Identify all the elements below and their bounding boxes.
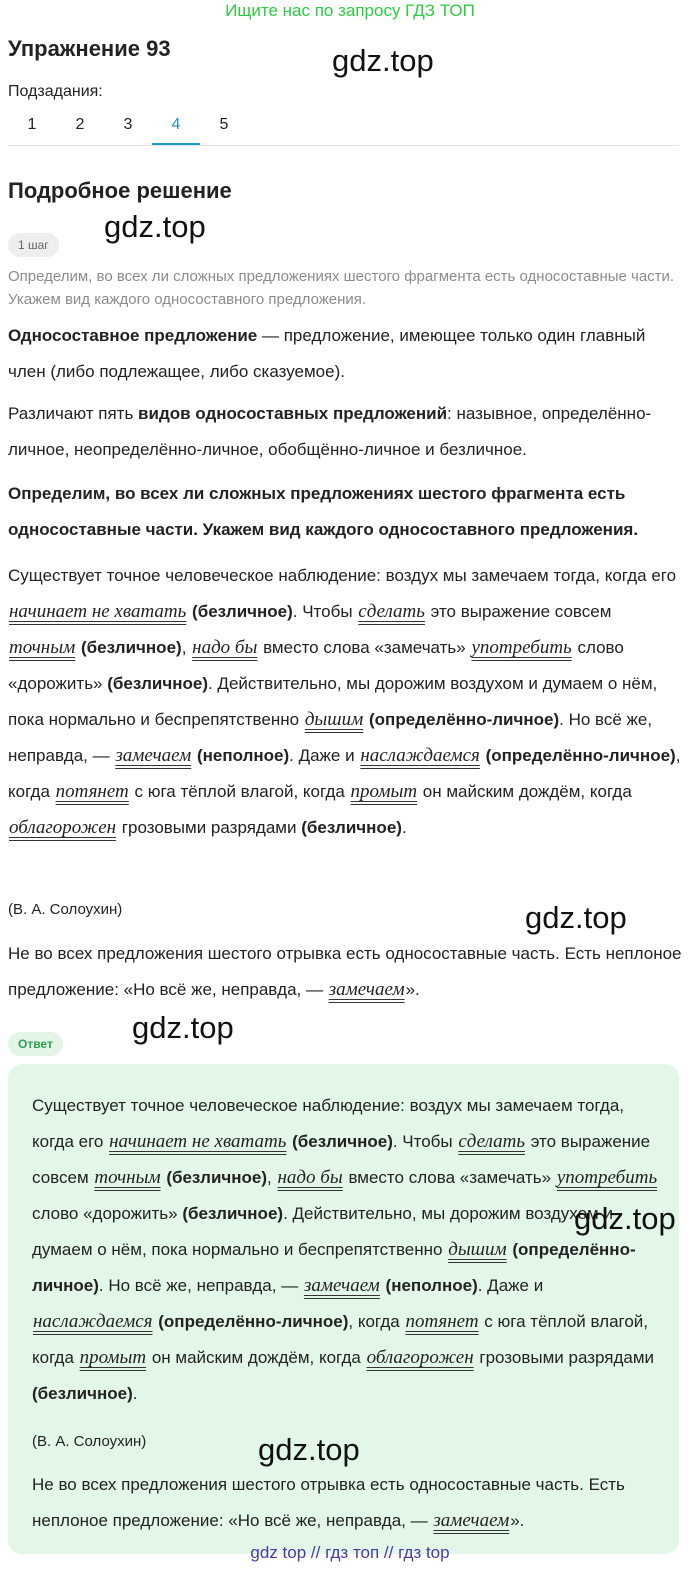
text-fragment: ». xyxy=(405,980,420,999)
step-hint: Определим, во всех ли сложных предложениях шестого фрагмента есть односоставные части. Укажем вид каждого односоставного предложения. xyxy=(8,268,675,308)
predicate-word: начинает не хватать xyxy=(9,601,187,622)
predicate-word: надо бы xyxy=(277,1167,343,1188)
predicate-word: замечаем xyxy=(303,1275,380,1296)
text-fragment: он майским дождём, когда xyxy=(418,782,632,801)
text-fragment: , когда xyxy=(8,746,681,801)
predicate-word: сделать xyxy=(358,601,425,622)
predicate-word: начинает не хватать xyxy=(109,1131,287,1152)
type-label: (безличное) xyxy=(192,602,293,621)
text-fragment: с юга тёплой влагой, когда xyxy=(32,1312,649,1367)
types-list: : назывное, определённо-личное, неопределённо-личное, обобщённо-личное и безличное. xyxy=(8,404,652,459)
watermark: gdz.top xyxy=(332,43,434,78)
type-label: (определённо-личное) xyxy=(32,1240,636,1295)
predicate-word: точным xyxy=(94,1167,161,1188)
text-fragment: , xyxy=(267,1168,277,1187)
text-fragment: Существует точное человеческое наблюдение: воздух мы замечаем тогда, когда его xyxy=(32,1096,625,1151)
conclusion xyxy=(8,936,683,1008)
type-label: (безличное) xyxy=(182,1204,284,1223)
text-fragment: . Но всё же, неправда, — xyxy=(98,1276,303,1295)
predicate-word: замечаем xyxy=(433,1510,510,1531)
text-fragment: , когда xyxy=(348,1312,405,1331)
answer-badge: Ответ xyxy=(8,1032,63,1056)
predicate-word: надо бы xyxy=(192,637,258,658)
definition-text: — предложение, имеющее только один главный член (либо подлежащее, либо сказуемое). xyxy=(8,326,646,381)
solution-text xyxy=(8,558,683,846)
type-label: (безличное) xyxy=(107,674,208,693)
answer-text xyxy=(32,1088,664,1412)
predicate-word: облагорожен xyxy=(366,1347,474,1368)
text-fragment: это выражение совсем xyxy=(32,1132,651,1187)
predicate-word: точным xyxy=(9,637,76,658)
type-label: (безличное) xyxy=(292,1132,393,1151)
text-fragment: грозовыми разрядами xyxy=(474,1348,655,1367)
text-fragment: грозовыми разрядами xyxy=(117,818,302,837)
text-fragment: он майским дождём, когда xyxy=(147,1348,366,1367)
type-label: (определённо-личное) xyxy=(369,710,560,729)
text-fragment: . Чтобы xyxy=(392,1132,458,1151)
promo-banner: Ищите нас по запросу ГДЗ ТОП xyxy=(225,1,475,20)
definition-paragraph xyxy=(8,318,683,390)
answer-author: (В. А. Солоухин) xyxy=(32,1433,147,1450)
text-fragment: . xyxy=(401,818,407,837)
text-fragment: Существует точное человеческое наблюдение: воздух мы замечаем тогда, когда его xyxy=(8,566,677,585)
predicate-word: употребить xyxy=(556,1167,658,1188)
text-fragment: . Даже и xyxy=(289,746,360,765)
text-fragment: . xyxy=(132,1384,138,1403)
predicate-word: дышим xyxy=(304,709,364,730)
type-label: (определённо-личное) xyxy=(158,1312,349,1331)
watermark: gdz.top xyxy=(104,209,206,244)
author: (В. А. Солоухин) xyxy=(8,901,123,918)
predicate-word: промыт xyxy=(79,1347,147,1368)
subtasks-label: Подзадания: xyxy=(8,83,103,100)
subtask-tab-1[interactable]: 1 xyxy=(27,116,37,133)
text-fragment: . Действительно, мы дорожим воздухом и думаем о нём, пока нормально и беспрепятственно xyxy=(8,674,658,729)
predicate-word: потянет xyxy=(405,1311,479,1332)
types-text: Различают пять xyxy=(8,404,139,423)
predicate-word: дышим xyxy=(448,1239,507,1260)
type-label: (безличное) xyxy=(166,1168,268,1187)
text-fragment: . Действительно, мы дорожим воздухом и думаем о нём, пока нормально и беспрепятственно xyxy=(32,1204,613,1259)
text-fragment: слово «дорожить» xyxy=(32,1204,183,1223)
watermark: gdz.top xyxy=(525,900,627,935)
watermark: gdz.top xyxy=(574,1201,676,1236)
subtask-tab-2[interactable]: 2 xyxy=(75,116,85,133)
subtask-tab-4[interactable]: 4 xyxy=(152,112,200,145)
task-paragraph: Определим, во всех ли сложных предложениях шестого фрагмента есть односоставные части. Укажем вид каждого односоставного предложения. xyxy=(8,484,639,539)
text-fragment: . Чтобы xyxy=(292,602,358,621)
predicate-word: наслаждаемся xyxy=(360,745,480,766)
section-title: Подробное решение xyxy=(8,178,232,203)
text-fragment: Не во всех предложения шестого отрывка есть односоставные часть. Есть неплоное предложение: «Но всё же, неправда, — xyxy=(8,944,682,999)
predicate-word: замечаем xyxy=(115,745,192,766)
footer-links: gdz top // гдз топ // гдз top xyxy=(250,1543,450,1562)
text-fragment: . Даже и xyxy=(477,1276,544,1295)
type-label: (безличное) xyxy=(80,638,182,657)
watermark: gdz.top xyxy=(132,1010,234,1045)
predicate-word: сделать xyxy=(458,1131,525,1152)
text-fragment: . Но всё же, неправда, — xyxy=(8,710,653,765)
text-fragment: , xyxy=(181,638,192,657)
type-label: (определённо-личное) xyxy=(485,746,676,765)
predicate-word: потянет xyxy=(55,781,129,802)
predicate-word: употребить xyxy=(471,637,572,658)
predicate-word: наслаждаемся xyxy=(33,1311,153,1332)
type-label: (неполное) xyxy=(385,1276,478,1295)
page-title: Упражнение 93 xyxy=(8,36,171,61)
step-badge: 1 шаг xyxy=(8,233,59,257)
divider xyxy=(8,145,679,146)
predicate-word: промыт xyxy=(350,781,418,802)
text-fragment: с юга тёплой влагой, когда xyxy=(129,782,350,801)
text-fragment: Не во всех предложения шестого отрывка есть односоставные часть. Есть неплоное предложение: «Но всё же, неправда, — xyxy=(32,1475,625,1530)
type-label: (безличное) xyxy=(301,818,402,837)
watermark: gdz.top xyxy=(258,1432,360,1467)
predicate-word: облагорожен xyxy=(9,817,117,838)
text-fragment: ». xyxy=(510,1511,525,1530)
type-label: (неполное) xyxy=(196,746,290,765)
text-fragment: вместо слова «замечать» xyxy=(258,638,471,657)
type-label: (безличное) xyxy=(32,1384,133,1403)
predicate-word: замечаем xyxy=(328,979,405,1000)
text-fragment: вместо слова «замечать» xyxy=(343,1168,556,1187)
text-fragment: это выражение совсем xyxy=(425,602,612,621)
text-fragment: слово «дорожить» xyxy=(8,638,624,693)
subtask-tab-5[interactable]: 5 xyxy=(219,116,229,133)
subtask-tab-3[interactable]: 3 xyxy=(123,116,133,133)
definition-term: Односоставное предложение xyxy=(8,326,258,345)
types-paragraph xyxy=(8,396,683,468)
types-term: видов односоставных предложений xyxy=(138,404,448,423)
subtask-tabs xyxy=(8,112,248,146)
answer-conclusion xyxy=(32,1467,664,1539)
